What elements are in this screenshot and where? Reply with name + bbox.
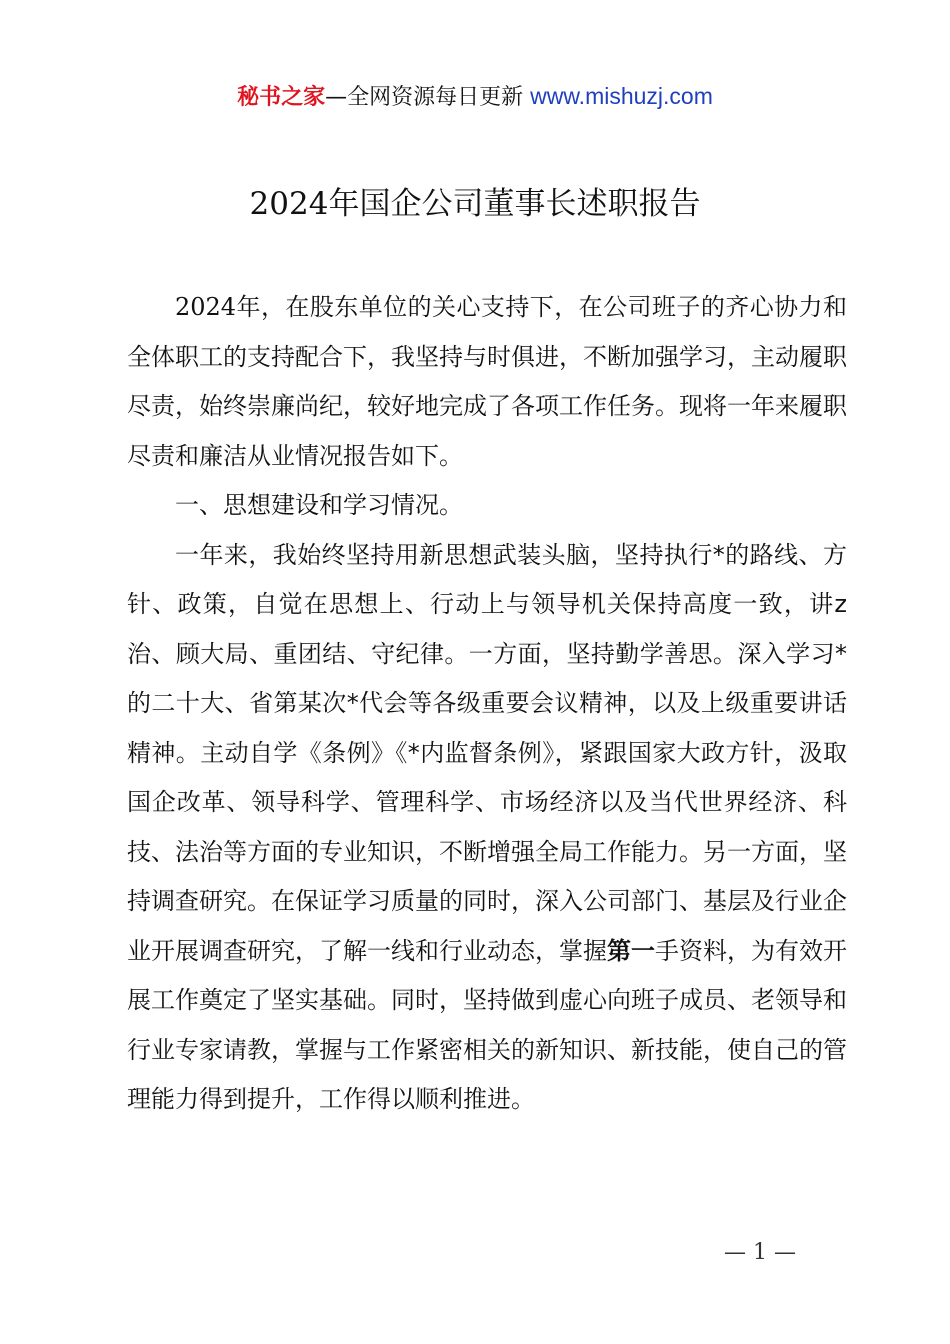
banner-tagline: —全网资源每日更新	[325, 85, 524, 110]
page-number: — 1 —	[724, 1240, 796, 1265]
section-text-bold: 第一	[607, 936, 655, 965]
intro-year: 2024	[175, 293, 237, 321]
site-banner	[0, 80, 950, 114]
website-link[interactable]: www.mishuzj.com	[530, 83, 713, 109]
section-heading: 一、思想建设和学习情况。	[175, 491, 463, 519]
intro-paragraph	[127, 283, 847, 481]
intro-text: 年，在股东单位的关心支持下，在公司班子的齐心协力和全体职工的支持配合下，我坚持与时俱进，不断加强学习，主动履职尽责，始终崇廉尚纪，较好地完成了各项工作任务。现将一年来履职尽责和廉洁从业情况报告如下。	[127, 293, 847, 470]
section-text-part2: 手资料，为有效开展工作奠定了坚实基础。同时，坚持做到虚心向班子成员、老领导和行业专家请教，掌握与工作紧密相关的新知识、新技能，使自己的管理能力得到提升，工作得以顺利推进。	[127, 936, 847, 1113]
brand-name: 秘书之家	[237, 85, 326, 110]
document-body	[127, 283, 847, 1125]
section-paragraph	[127, 531, 847, 1125]
section-text-part1: 一年来，我始终坚持用新思想武装头脑，坚持执行*的路线、方针、政策，自觉在思想上、行动上与领导机关保持高度一致，讲z治、顾大局、重团结、守纪律。一方面，坚持勤学善思。深入学习*的二十大、省第某次*代会等各级重要会议精神，以及上级重要讲话精神。主动自学《条例》《*内监督条例》，紧跟国家大政方针，汲取国企改革、领导科学、管理科学、市场经济以及当代世界经济、科技、法治等方面的专业知识，不断增强全局工作能力。另一方面，坚持调查研究。在保证学习质量的同时，深入公司部门、基层及行业企业开展调查研究，了解一线和行业动态，掌握	[127, 540, 847, 965]
document-title: 2024年国企公司董事长述职报告	[249, 186, 701, 222]
